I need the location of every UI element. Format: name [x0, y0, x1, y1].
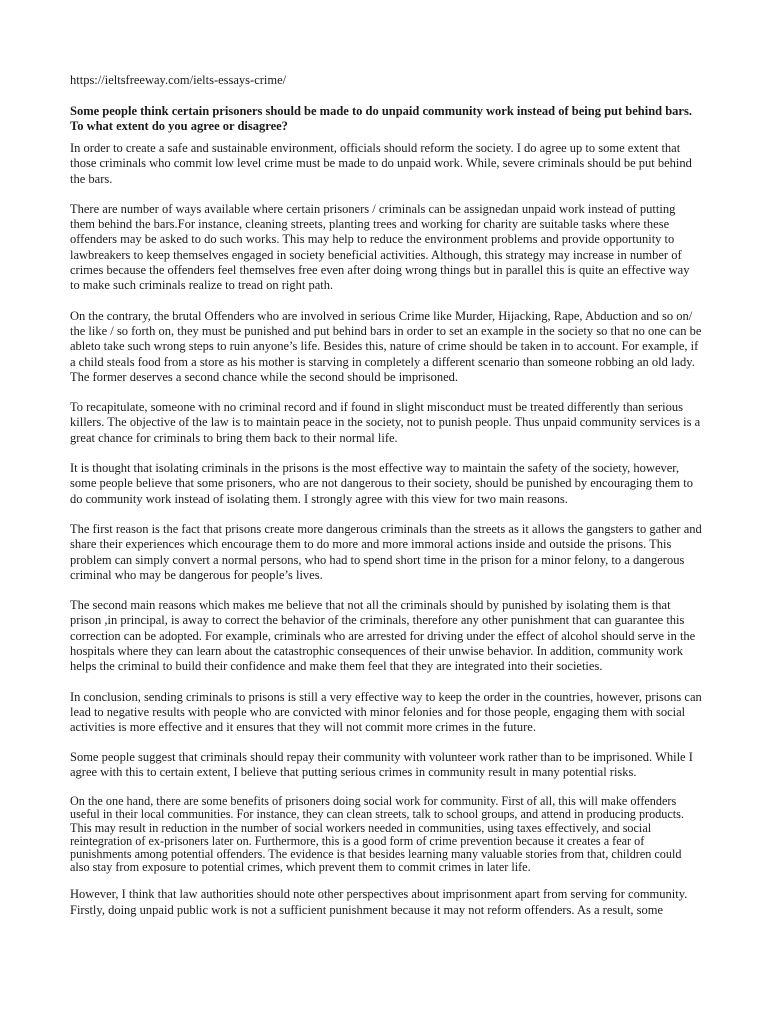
- essay-paragraph: It is thought that isolating criminals in the prisons is the most effective way to maintain the safety of the society, however, some people believe that some prisoners, who are not dangerous to their society, should be punished by encouraging them to do community work instead of isolating them. I strongly agree with this view for two main reasons.: [70, 461, 693, 506]
- essay-paragraph: In order to create a safe and sustainable environment, officials should reform the society. I do agree up to some extent that those criminals who commit low level crime must be made to do unpaid work. While, severe criminals should be put behind the bars.: [70, 141, 692, 186]
- essay-paragraph: The second main reasons which makes me believe that not all the criminals should by punished by isolating them is that prison ,in principal, is away to correct the behavior of the criminals, therefore any other punishment that can guarantee this correction can be adopted. For example, criminals who are arrested for driving under the effect of alcohol should serve in the hospitals where they can learn about the catastrophic consequences of their unwise behavior. In addition, community work helps the criminal to build their confidence and make them feel that they are integrated into their societies.: [70, 598, 696, 674]
- essay-question: Some people think certain prisoners should be made to do unpaid community work instead of being put behind bars. To what extent do you agree or disagree?: [70, 104, 692, 133]
- essay-paragraph: There are number of ways available where certain prisoners / criminals can be assignedan unpaid work instead of putting them behind the bars.For instance, cleaning streets, planting trees and working for charity are suitable tasks where these offenders may be asked to do such works. This may help to reduce the environment problems and provide opportunity to lawbreakers to keep themselves engaged in society beneficial activities. Although, this strategy may increase in number of crimes because the offenders feel themselves free even after doing wrong things but in parallel this is quite an effective way to make such criminals realize to tread on right path.: [70, 201, 690, 293]
- essay-paragraph: In conclusion, sending criminals to prisons is still a very effective way to keep the order in the countries, however, prisons can lead to negative results with people who are convicted with minor felonies and for those people, engaging them with social activities is more effective and it ensures that they will not commit more crimes in the future.: [70, 689, 702, 735]
- essay-paragraph: Some people suggest that criminals should repay their community with volunteer work rather than to be imprisoned. While I agree with this to certain extent, I believe that putting serious crimes in community result in many potential risks.: [70, 749, 693, 779]
- essay-paragraph: However, I think that law authorities should note other perspectives about imprisonment apart from serving for community. Firstly, doing unpaid public work is not a sufficient punishment because it may not reform offenders. As a result, some: [70, 887, 688, 917]
- essay-paragraph: On the one hand, there are some benefits of prisoners doing social work for community. First of all, this will make offenders useful in their local communities. For instance, they can clean streets, talk to school groups, and attend in producing products. This may result in reduction in the number of social workers needed in communities, using taxes effectively, and social reintegration of ex-prisoners later on. Furthermore, this is a good form of crime prevention because it creates a fear of punishments among potential offenders. The evidence is that besides learning many valuable stories from that, children could also stay from exposure to potential crimes, which prevent them to commit crimes in later life.: [70, 794, 684, 875]
- essay-body: [70, 141, 702, 918]
- essay-paragraph: On the contrary, the brutal Offenders who are involved in serious Crime like Murder, Hijacking, Rape, Abduction and so on/ the like / so forth on, they must be punished and put behind bars in order to set an example in the society so that no one can be ableto take such wrong steps to ruin anyone’s life. Besides this, nature of crime should be taken in to account. For example, if a child steals food from a store as his mother is starving in completely a different scenario than someone robbing an old lady. The former deserves a second chance while the second should be imprisoned.: [70, 308, 702, 384]
- essay-paragraph: The first reason is the fact that prisons create more dangerous criminals than the streets as it allows the gangsters to gather and share their experiences which encourage them to do more and more immoral actions inside and outside the prisons. This problem can simply convert a normal persons, who had to spend short time in the prison for a minor felony, to a dangerous criminal who may be dangerous for people’s lives.: [70, 521, 702, 582]
- source-url[interactable]: https://ieltsfreeway.com/ielts-essays-crime/: [70, 73, 287, 87]
- essay-paragraph: To recapitulate, someone with no criminal record and if found in slight misconduct must be treated differently than serious killers. The objective of the law is to maintain peace in the society, not to punish people. Thus unpaid community services is a great chance for criminals to bring them back to their normal life.: [70, 400, 701, 445]
